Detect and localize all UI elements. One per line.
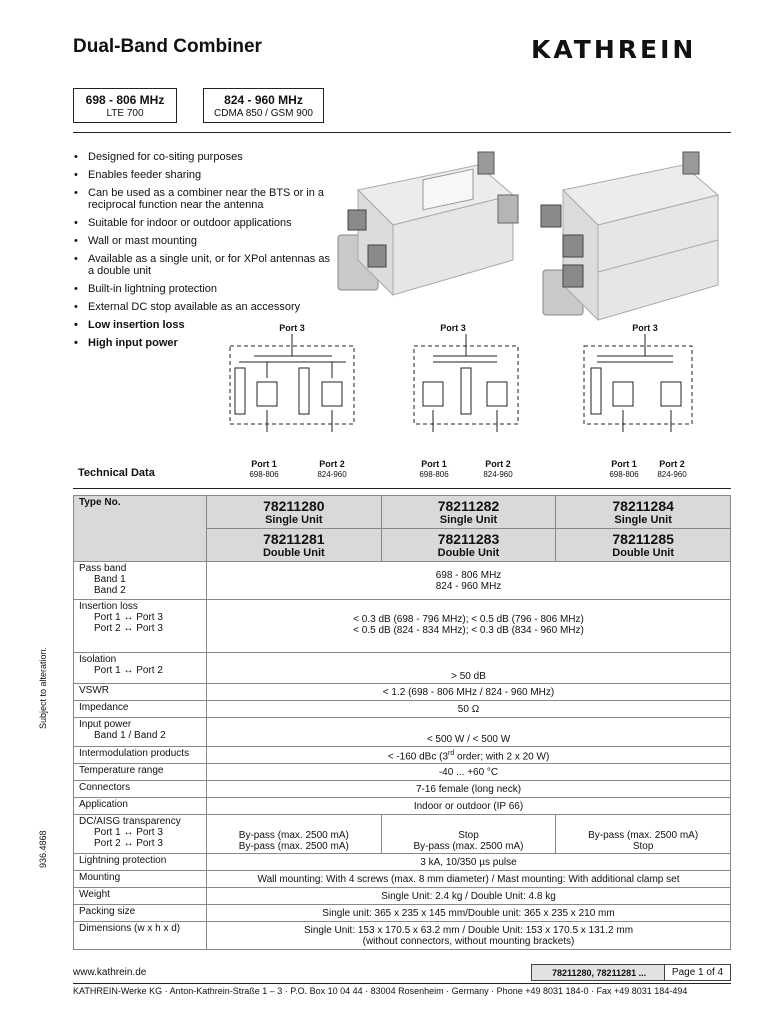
value-line: (without connectors, without mounting brackets) bbox=[362, 935, 575, 947]
row-value bbox=[207, 600, 731, 653]
row-label: VSWR bbox=[74, 684, 207, 701]
svg-text:KATHREIN: KATHREIN bbox=[531, 36, 697, 62]
port2-label: Port 2 bbox=[659, 459, 685, 469]
circuit-diagram-1 bbox=[229, 320, 355, 479]
row-sublabel: Port 1 ↔ Port 3 bbox=[94, 827, 163, 839]
row-label: Dimensions (w x h x d) bbox=[74, 922, 207, 950]
value-superscript: rd bbox=[448, 750, 455, 757]
circuit-diagram-2 bbox=[413, 320, 519, 479]
table-row bbox=[74, 718, 731, 747]
feature-item: • High input power bbox=[73, 337, 333, 349]
row-label-text: Pass band bbox=[79, 563, 127, 574]
row-value: 3 kA, 10/350 µs pulse bbox=[207, 854, 731, 871]
type-kind: Double Unit bbox=[437, 547, 500, 559]
row-value: < 500 W / < 500 W bbox=[207, 718, 731, 747]
value-line: By-pass (max. 2500 mA) bbox=[588, 830, 699, 842]
port3-label: Port 3 bbox=[279, 323, 305, 333]
type-cell bbox=[207, 529, 382, 562]
type-kind: Double Unit bbox=[612, 547, 675, 559]
footer-divider bbox=[73, 983, 731, 984]
row-label bbox=[74, 562, 207, 600]
type-number: 78211282 bbox=[437, 498, 500, 514]
row-label bbox=[74, 718, 207, 747]
table-row bbox=[74, 922, 731, 950]
footer-address: KATHREIN-Werke KG · Anton-Kathrein-Straße 1 – 3 · P.O. Box 10 04 44 · 83004 Rosenheim · Germany · Phone +49 8031 184-0 · Fax +49 8031 184-494 bbox=[73, 986, 688, 996]
band-frequency: 698 - 806 MHz bbox=[85, 93, 165, 107]
value-line: By-pass (max. 2500 mA) bbox=[238, 830, 349, 842]
table-row bbox=[74, 781, 731, 798]
feature-item: • Designed for co-siting purposes bbox=[73, 151, 333, 163]
section-title: Technical Data bbox=[78, 467, 155, 479]
port1-label: Port 1 bbox=[611, 459, 637, 469]
feature-item: • Low insertion loss bbox=[73, 319, 333, 331]
double-unit-photo bbox=[533, 150, 733, 325]
feature-item: • Suitable for indoor or outdoor applications bbox=[73, 217, 333, 229]
table-row bbox=[74, 653, 731, 684]
row-value: < 1.2 (698 - 806 MHz / 824 - 960 MHz) bbox=[207, 684, 731, 701]
type-kind: Single Unit bbox=[265, 514, 323, 526]
type-kind: Single Unit bbox=[614, 514, 672, 526]
row-sublabel: Port 1 ↔ Port 3 bbox=[94, 612, 163, 623]
page-title: Dual-Band Combiner bbox=[73, 36, 262, 57]
row-value bbox=[207, 815, 382, 854]
port1-label: Port 1 bbox=[421, 459, 447, 469]
band-frequency: 824 - 960 MHz bbox=[224, 93, 303, 107]
type-number: 78211285 bbox=[612, 531, 674, 547]
row-label: Packing size bbox=[74, 905, 207, 922]
header-divider bbox=[73, 132, 731, 133]
feature-item: • Wall or mast mounting bbox=[73, 235, 333, 247]
feature-item: • External DC stop available as an accessory bbox=[73, 301, 333, 313]
value-line: Stop bbox=[458, 830, 479, 842]
row-value: Single unit: 365 x 235 x 145 mm/Double unit: 365 x 235 x 210 mm bbox=[207, 905, 731, 922]
value-line: By-pass (max. 2500 mA) bbox=[413, 841, 524, 853]
value-line: By-pass (max. 2500 mA) bbox=[238, 841, 349, 853]
table-row bbox=[74, 764, 731, 781]
feature-item: • Available as a single unit, or for XPol antennas as a double unit bbox=[73, 253, 333, 277]
row-label: Mounting bbox=[74, 871, 207, 888]
type-kind: Single Unit bbox=[439, 514, 498, 526]
value-line: 698 - 806 MHz bbox=[435, 569, 502, 581]
row-sublabel: Band 1 / Band 2 bbox=[94, 730, 166, 741]
table-row bbox=[74, 888, 731, 905]
footer-page-box bbox=[531, 964, 731, 981]
row-label: Temperature range bbox=[74, 764, 207, 781]
row-label bbox=[74, 815, 207, 854]
row-label: Intermodulation products bbox=[74, 747, 207, 764]
value-text: < -160 dBc (3 bbox=[387, 751, 449, 763]
row-label: Application bbox=[74, 798, 207, 815]
alteration-note: Subject to alteration. bbox=[38, 646, 48, 729]
value-line: < 0.3 dB (698 - 796 MHz); < 0.5 dB (796 - 806 MHz) bbox=[353, 614, 584, 625]
row-value bbox=[207, 747, 731, 764]
row-label-text: Insertion loss bbox=[79, 601, 138, 612]
row-value: 50 Ω bbox=[207, 701, 731, 718]
table-row bbox=[74, 684, 731, 701]
band-box-lte700 bbox=[73, 88, 177, 123]
port1-range: 698-806 bbox=[419, 470, 449, 479]
row-label bbox=[74, 600, 207, 653]
row-sublabel: Port 2 ↔ Port 3 bbox=[94, 838, 163, 850]
value-line: 824 - 960 MHz bbox=[435, 580, 502, 592]
port2-label: Port 2 bbox=[485, 459, 511, 469]
type-cell bbox=[381, 496, 556, 529]
row-value: Indoor or outdoor (IP 66) bbox=[207, 798, 731, 815]
type-cell bbox=[556, 496, 731, 529]
value-line: Single Unit: 153 x 170.5 x 63.2 mm / Double Unit: 153 x 170.5 x 131.2 mm bbox=[303, 924, 634, 936]
value-text: order; with 2 x 20 W) bbox=[454, 751, 550, 763]
table-row bbox=[74, 562, 731, 600]
row-value: > 50 dB bbox=[207, 653, 731, 684]
kathrein-logo bbox=[531, 36, 731, 62]
band-standard: LTE 700 bbox=[106, 108, 144, 119]
spec-table bbox=[73, 495, 731, 950]
row-label-text: Input power bbox=[79, 719, 132, 730]
row-value: Single Unit: 2.4 kg / Double Unit: 4.8 kg bbox=[207, 888, 731, 905]
type-number: 78211281 bbox=[263, 531, 325, 547]
type-cell bbox=[381, 529, 556, 562]
footer-website-link[interactable]: www.kathrein.de bbox=[73, 967, 147, 978]
table-row bbox=[74, 747, 731, 764]
row-label: Lightning protection bbox=[74, 854, 207, 871]
type-number: 78211280 bbox=[263, 498, 325, 514]
table-row bbox=[74, 496, 731, 529]
document-code: 936.4868 bbox=[38, 830, 48, 868]
value-line: Stop bbox=[632, 841, 654, 853]
table-row bbox=[74, 798, 731, 815]
type-no-label: Type No. bbox=[74, 496, 207, 562]
feature-item: • Enables feeder sharing bbox=[73, 169, 333, 181]
table-row bbox=[74, 600, 731, 653]
port2-range: 824-960 bbox=[317, 470, 347, 479]
row-label-text: DC/AISG transparency bbox=[79, 816, 181, 828]
type-number: 78211284 bbox=[612, 498, 674, 514]
row-label bbox=[74, 653, 207, 684]
type-cell bbox=[207, 496, 382, 529]
port3-label: Port 3 bbox=[632, 323, 658, 333]
type-cell bbox=[556, 529, 731, 562]
row-value: 7-16 female (long neck) bbox=[207, 781, 731, 798]
port2-label: Port 2 bbox=[319, 459, 345, 469]
port1-label: Port 1 bbox=[251, 459, 277, 469]
feature-item: • Can be used as a combiner near the BTS or in a reciprocal function near the antenna bbox=[73, 187, 333, 211]
row-sublabel: Port 2 ↔ Port 3 bbox=[94, 623, 163, 634]
value-line: < 0.5 dB (824 - 834 MHz); < 0.3 dB (834 - 960 MHz) bbox=[353, 625, 584, 636]
row-value bbox=[556, 815, 731, 854]
row-label: Impedance bbox=[74, 701, 207, 718]
row-value bbox=[207, 562, 731, 600]
port1-range: 698-806 bbox=[609, 470, 639, 479]
port1-range: 698-806 bbox=[249, 470, 279, 479]
single-unit-photo bbox=[328, 150, 528, 300]
table-row bbox=[74, 905, 731, 922]
row-sublabel: Band 1 bbox=[94, 574, 126, 585]
row-label: Weight bbox=[74, 888, 207, 905]
port2-range: 824-960 bbox=[657, 470, 687, 479]
section-divider bbox=[73, 488, 731, 489]
table-row bbox=[74, 871, 731, 888]
footer-type-codes: 78211280, 78211281 ... bbox=[552, 968, 647, 978]
row-value: -40 ... +60 °C bbox=[207, 764, 731, 781]
row-value bbox=[207, 922, 731, 950]
band-standard: CDMA 850 / GSM 900 bbox=[214, 108, 313, 119]
type-kind: Double Unit bbox=[262, 547, 325, 559]
band-box-cdma-gsm bbox=[203, 88, 324, 123]
row-sublabel: Band 2 bbox=[94, 585, 126, 596]
table-row bbox=[74, 701, 731, 718]
type-number: 78211283 bbox=[437, 531, 500, 547]
row-label-text: Isolation bbox=[79, 654, 117, 665]
port2-range: 824-960 bbox=[483, 470, 513, 479]
row-label: Connectors bbox=[74, 781, 207, 798]
page-indicator: Page 1 of 4 bbox=[664, 965, 730, 980]
feature-item: • Built-in lightning protection bbox=[73, 283, 333, 295]
port3-label: Port 3 bbox=[440, 323, 466, 333]
table-row bbox=[74, 854, 731, 871]
row-value bbox=[381, 815, 556, 854]
table-row bbox=[74, 815, 731, 854]
circuit-diagram-3 bbox=[583, 320, 693, 479]
row-sublabel: Port 1 ↔ Port 2 bbox=[94, 665, 163, 676]
row-value: Wall mounting: With 4 screws (max. 8 mm diameter) / Mast mounting: With additional clamp set bbox=[207, 871, 731, 888]
